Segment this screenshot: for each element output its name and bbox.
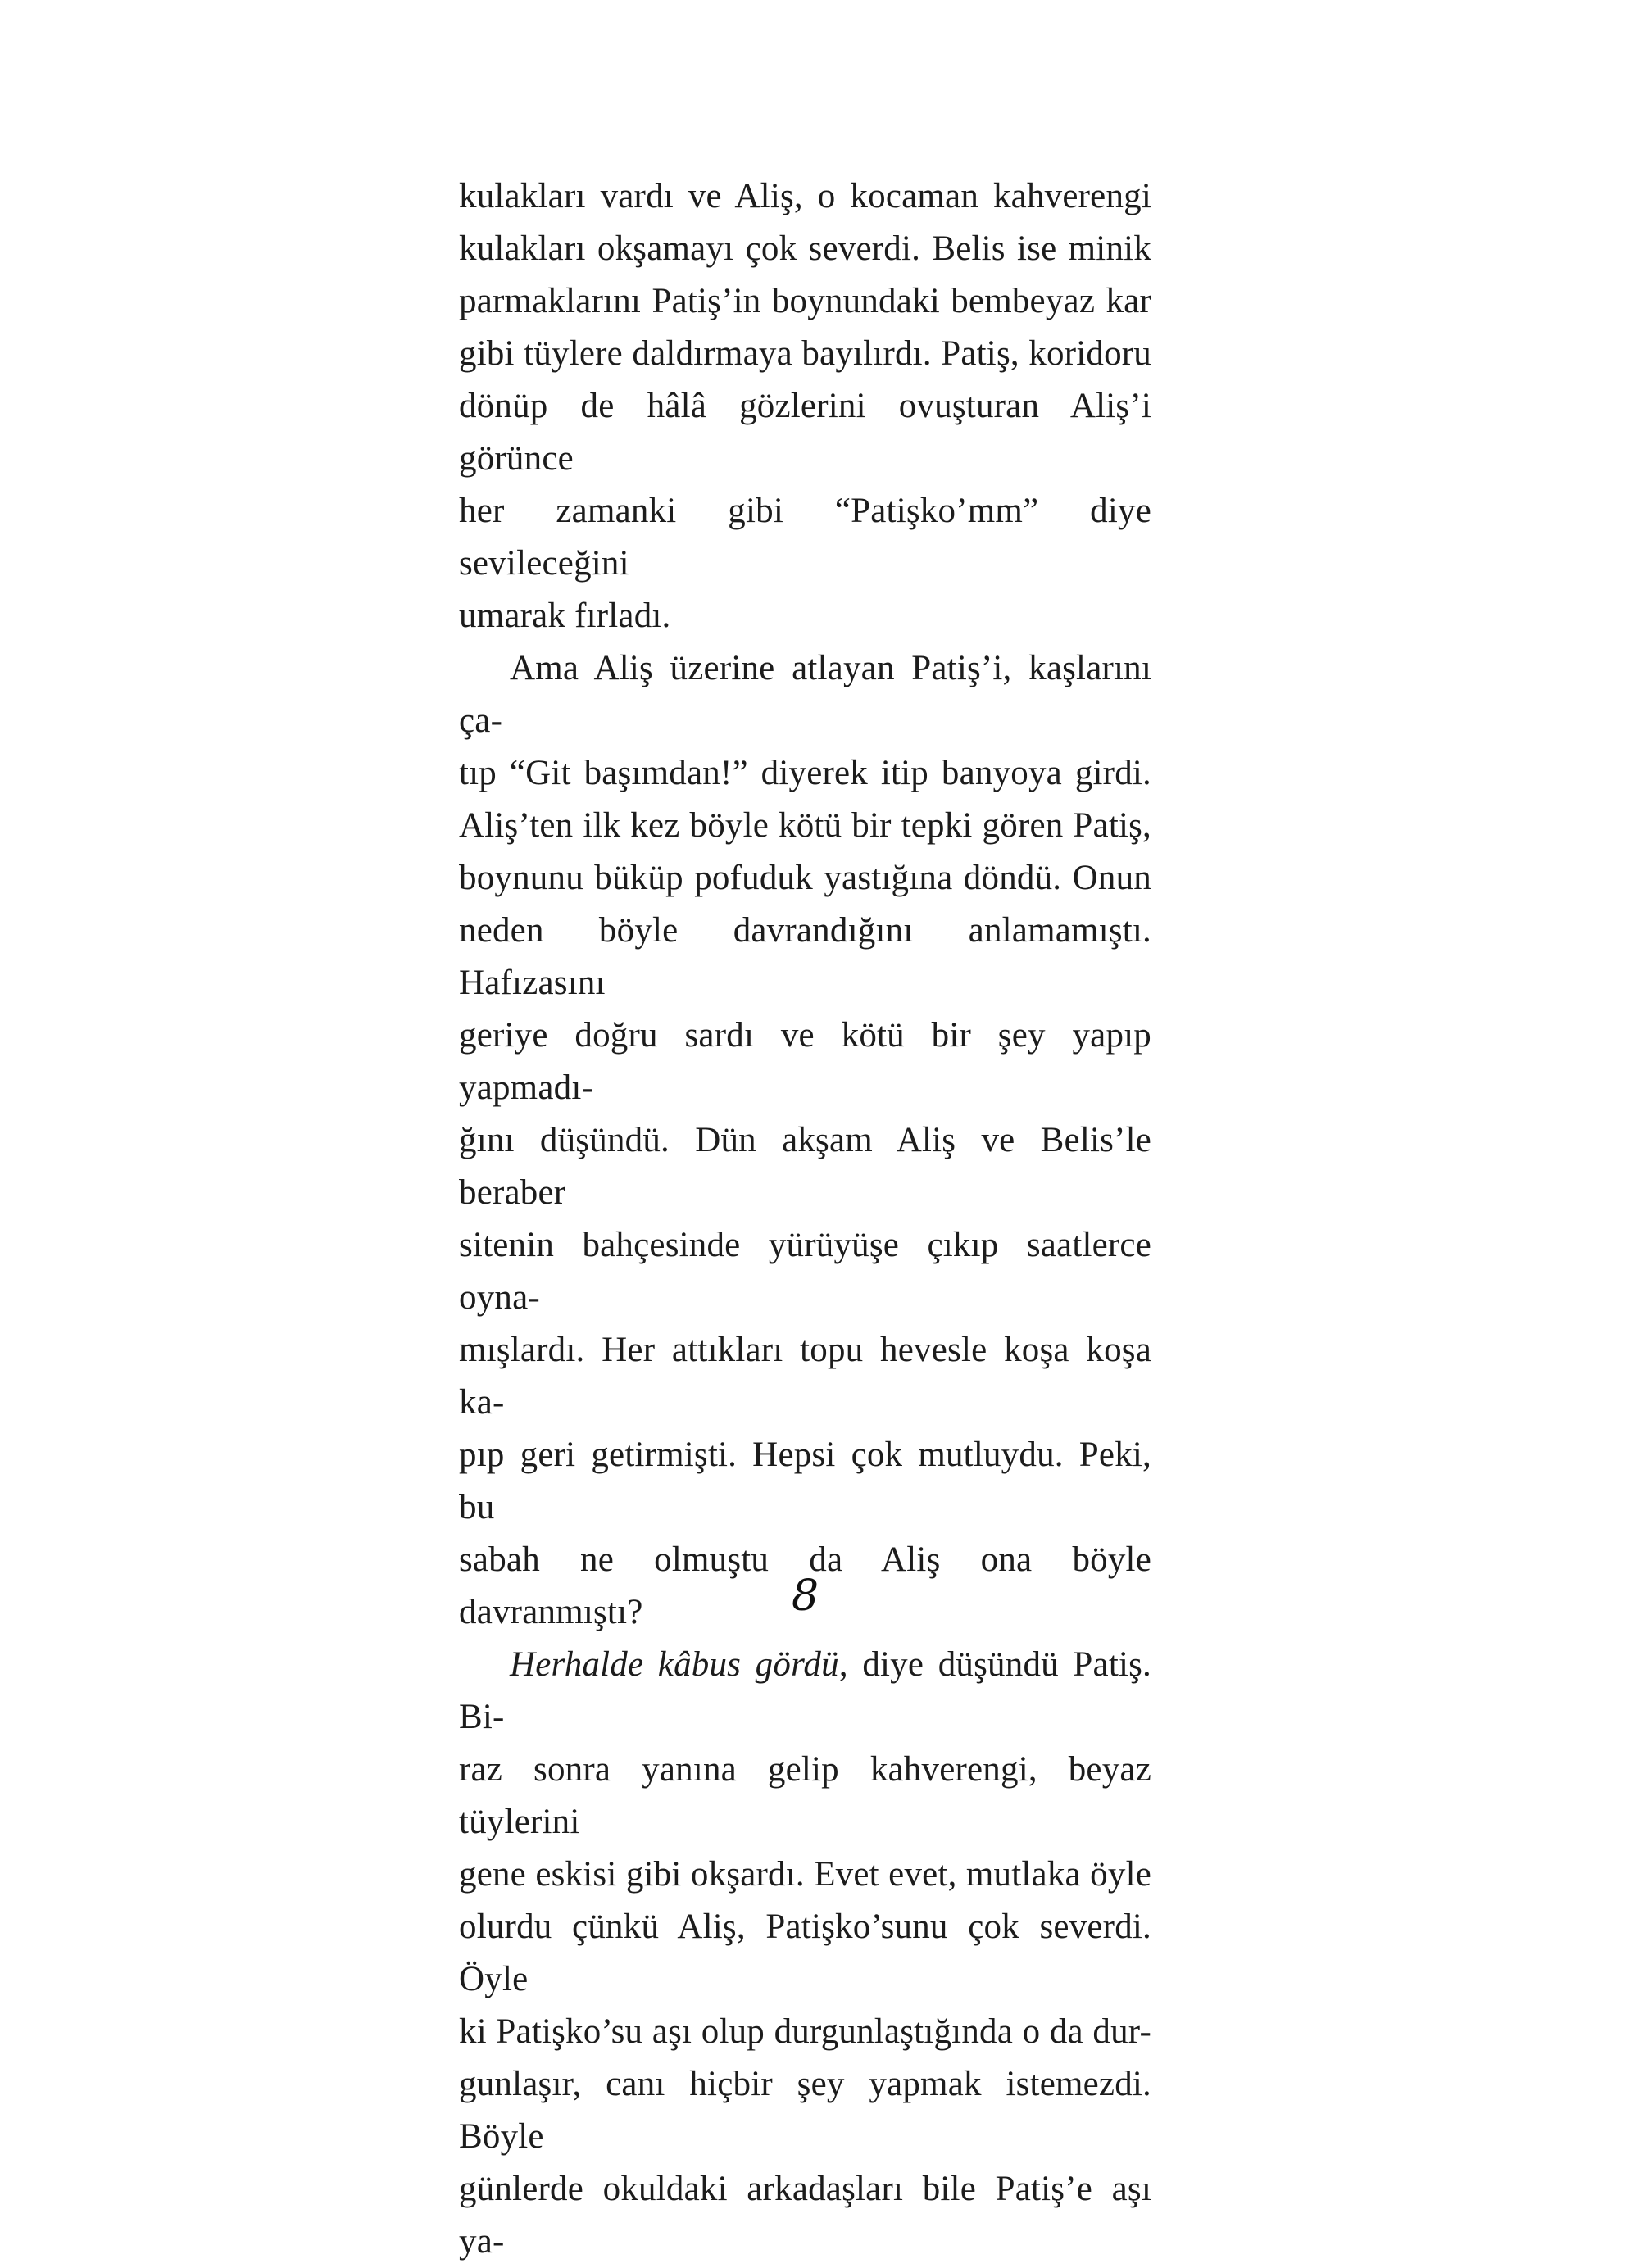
text-line-p3-3	[459, 1848, 1151, 1901]
text-line-p2-4	[459, 852, 1151, 905]
text-line-p1-5	[459, 380, 1151, 485]
text-segment: sitenin bahçesinde yürüyüşe çıkıp saatlerce oyna-	[459, 1226, 1151, 1317]
text-segment: ğını düşündü. Dün akşam Aliş ve Belis’le beraber	[459, 1121, 1151, 1212]
text-line-p3-2	[459, 1744, 1151, 1848]
text-line-p3-7	[459, 2163, 1151, 2268]
text-segment: parmaklarını Patiş’in boynundaki bembeyaz kar	[459, 282, 1151, 320]
text-segment: Aliş’ten ilk kez böyle kötü bir tepki gören Patiş,	[459, 806, 1151, 845]
text-segment: boynunu büküp pofuduk yastığına döndü. Onun	[459, 859, 1151, 897]
italic-text-segment: Herhalde kâbus gördü	[510, 1645, 839, 1684]
text-segment: gunlaşır, canı hiçbir şey yapmak istemezdi. Böyle	[459, 2065, 1151, 2156]
text-segment: Ama Aliş üzerine atlayan Patiş’i, kaşlarını ça-	[459, 649, 1151, 740]
text-segment: kulakları okşamayı çok severdi. Belis ise minik	[459, 229, 1151, 268]
text-segment: gene eskisi gibi okşardı. Evet evet, mutlaka öyle	[459, 1855, 1151, 1894]
text-line-p3-1	[459, 1639, 1151, 1744]
text-line-p1-1	[459, 170, 1151, 223]
text-segment: neden böyle davrandığını anlamamıştı. Hafızasını	[459, 911, 1151, 1002]
text-line-p1-7	[459, 590, 1151, 642]
text-line-p3-4	[459, 1901, 1151, 2006]
text-segment: gibi tüylere daldırmaya bayılırdı. Patiş, koridoru	[459, 334, 1151, 373]
text-segment: kulakları vardı ve Aliş, o kocaman kahverengi	[459, 177, 1151, 215]
text-segment: dönüp de hâlâ gözlerini ovuşturan Aliş’i görünce	[459, 387, 1151, 478]
text-segment: pıp geri getirmişti. Hepsi çok mutluydu. Peki, bu	[459, 1436, 1151, 1526]
text-segment: mışlardı. Her attıkları topu hevesle koşa koşa ka-	[459, 1331, 1151, 1422]
text-line-p1-3	[459, 275, 1151, 328]
text-segment: ki Patişko’su aşı olup durgunlaştığında o da dur-	[459, 2012, 1151, 2051]
text-line-p2-6	[459, 1009, 1151, 1114]
text-segment: her zamanki gibi “Patişko’mm” diye sevileceğini	[459, 492, 1151, 583]
text-line-p1-2	[459, 223, 1151, 275]
text-segment: umarak fırladı.	[459, 596, 671, 635]
text-segment: raz sonra yanına gelip kahverengi, beyaz tüylerini	[459, 1750, 1151, 1841]
text-line-p2-8	[459, 1219, 1151, 1324]
text-line-p2-7	[459, 1114, 1151, 1219]
text-segment: olurdu çünkü Aliş, Patişko’sunu çok severdi. Öyle	[459, 1907, 1151, 1998]
text-line-p3-6	[459, 2058, 1151, 2163]
text-line-p2-2	[459, 747, 1151, 800]
text-segment: geriye doğru sardı ve kötü bir şey yapıp yapmadı-	[459, 1016, 1151, 1107]
text-segment: , diye düşündü Patiş. Bi-	[459, 1645, 1151, 1736]
page-number: 8	[791, 1572, 820, 1621]
text-line-p1-4	[459, 328, 1151, 380]
text-line-p2-3	[459, 800, 1151, 852]
text-segment: günlerde okuldaki arkadaşları bile Patiş’e aşı ya-	[459, 2170, 1151, 2261]
text-line-p3-5	[459, 2006, 1151, 2058]
text-segment: sabah ne olmuştu da Aliş ona böyle davranmıştı?	[459, 1540, 1151, 1631]
text-block	[459, 170, 1151, 2268]
text-segment: tıp “Git başımdan!” diyerek itip banyoya girdi.	[459, 754, 1151, 792]
text-line-p2-1	[459, 642, 1151, 747]
text-line-p1-6	[459, 485, 1151, 590]
text-line-p2-10	[459, 1429, 1151, 1534]
text-line-p2-5	[459, 905, 1151, 1009]
text-line-p2-9	[459, 1324, 1151, 1429]
